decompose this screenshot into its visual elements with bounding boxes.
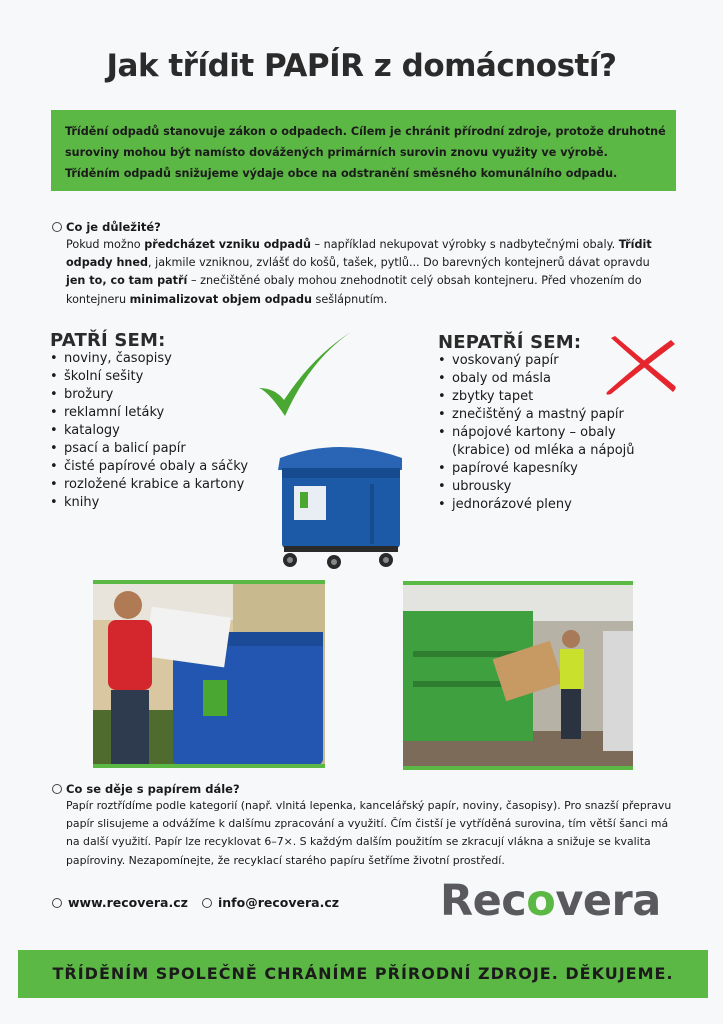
belongs-heading: PATŘÍ SEM: — [50, 330, 166, 351]
text-bold: jen to, co tam patří — [66, 274, 188, 288]
page-title: Jak třídit PAPÍR z domácností? — [106, 48, 617, 84]
list-item: • školní sešity — [48, 368, 248, 386]
website-link[interactable] — [52, 895, 188, 910]
text: – například nekupovat výrobky s nadbytečnými obaly. — [310, 238, 619, 251]
intro-box — [51, 110, 676, 191]
text-bold: Třídit — [618, 238, 652, 251]
list-item: • katalogy — [48, 422, 248, 440]
list-item: • čisté papírové obaly a sáčky — [48, 458, 248, 476]
next-heading-text: Co se děje s papírem dále? — [66, 782, 240, 796]
list-item: • psací a balicí papír — [48, 440, 248, 458]
recycle-icon — [52, 784, 62, 794]
text: Pokud možno — [66, 238, 145, 251]
intro-line: Tříděním odpadů snižujeme výdaje obce na odstranění směsného komunálního odpadu. — [65, 167, 618, 180]
belongs-list — [48, 350, 248, 512]
next-line: papír slisujeme a odvážíme k dalšímu zpracování a využití. Čím čistší je vytříděná surovina, tím větší šanci má — [66, 817, 669, 831]
bottom-banner: TŘÍDĚNÍM SPOLEČNĚ CHRÁNÍME PŘÍRODNÍ ZDROJE. DĚKUJEME. — [18, 950, 708, 998]
photo-image — [93, 580, 325, 768]
photo-paper-press — [403, 581, 633, 770]
list-item: • knihy — [48, 494, 248, 512]
text: , jakmile vzniknou, zvlášť do košů, tašek, pytlů... Do barevných kontejnerů dávat opravdu — [147, 256, 650, 270]
important-heading — [52, 220, 161, 234]
checkmark-icon — [255, 330, 355, 420]
email-text[interactable]: info@recovera.cz — [218, 895, 340, 910]
list-item: • jednorázové pleny — [436, 496, 635, 514]
photo-border-top — [403, 581, 633, 585]
text: sešlápnutím. — [311, 292, 388, 306]
list-item: • znečištěný a mastný papír — [436, 406, 635, 424]
list-item: (krabice) od mléka a nápojů — [452, 443, 635, 458]
next-line: Papír roztřídíme podle kategorií (např. vlnitá lepenka, kancelářský papír, noviny, časopisy). Pro snazší přepravu — [66, 799, 672, 812]
list-item: • reklamní letáky — [48, 404, 248, 422]
photo-border-bottom — [93, 764, 325, 768]
text: – znečištěné obaly mohou znehodnotit celý obsah kontejneru. Před vhozením do — [187, 274, 642, 288]
recycle-icon — [202, 898, 212, 908]
paper-bin-illustration — [272, 440, 408, 570]
photo-image — [403, 581, 633, 770]
text: kontejneru — [66, 292, 130, 306]
list-item: • ubrousky — [436, 478, 635, 496]
recycle-icon — [52, 222, 62, 232]
not-belongs-heading: NEPATŘÍ SEM: — [438, 332, 582, 353]
list-item: • papírové kapesníky — [436, 460, 635, 478]
next-paragraph — [66, 797, 671, 870]
important-paragraph — [66, 236, 652, 309]
list-item: • zbytky tapet — [436, 388, 635, 406]
text-bold: odpady hned — [66, 256, 148, 270]
next-line: na další využití. Papír lze recyklovat 6–7×. S každým dalším použitím se zkracují vlákna a snižuje se kvalita — [66, 835, 651, 849]
website-text[interactable]: www.recovera.cz — [68, 895, 188, 910]
list-item: • noviny, časopisy — [48, 350, 248, 368]
logo-text: Rec — [440, 876, 527, 926]
list-item: • obaly od másla — [436, 370, 635, 388]
intro-line: Třídění odpadů stanovuje zákon o odpadech. Cílem je chránit přírodní zdroje, protože druhotné — [65, 125, 666, 138]
logo-text: vera — [555, 876, 661, 926]
cross-icon — [603, 334, 679, 396]
list-item: • brožury — [48, 386, 248, 404]
list-item: • voskovaný papír — [436, 352, 635, 370]
recycle-icon — [52, 898, 62, 908]
next-heading — [52, 782, 240, 796]
email-link[interactable] — [202, 895, 339, 910]
next-line: papíroviny. Nezapomínejte, že recyklací starého papíru šetříme životní prostředí. — [66, 853, 505, 867]
recovera-logo — [440, 876, 661, 926]
photo-border-bottom — [403, 766, 633, 770]
list-item: • rozložené krabice a kartony — [48, 476, 248, 494]
logo-recycle-o: o — [526, 876, 556, 926]
photo-border-top — [93, 580, 325, 584]
text-bold: minimalizovat objem odpadu — [129, 292, 312, 306]
important-heading-text: Co je důležité? — [66, 220, 161, 234]
text-bold: předcházet vzniku odpadů — [144, 238, 311, 251]
photo-person-recycling — [93, 580, 325, 768]
list-item: • nápojové kartony – obaly — [436, 424, 635, 442]
intro-line: suroviny mohou být namísto dovážených primárních surovin znovu využity ve výrobě. — [65, 146, 608, 159]
